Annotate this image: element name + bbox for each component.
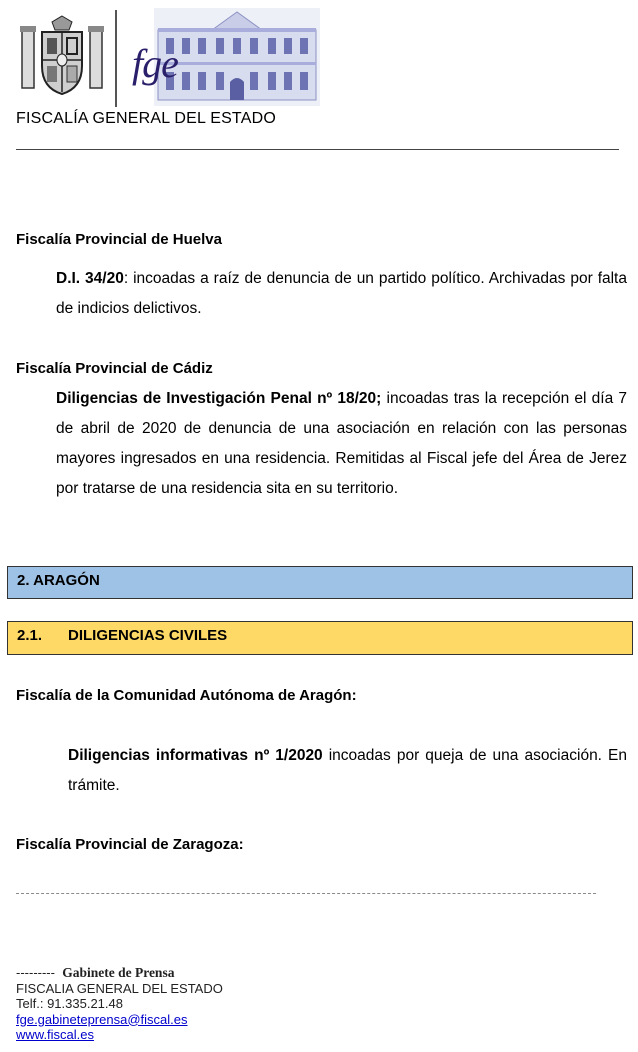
- footer-email-link[interactable]: fge.gabineteprensa@fiscal.es: [16, 1011, 188, 1027]
- heading-fiscalia-huelva: Fiscalía Provincial de Huelva: [16, 231, 222, 248]
- paragraph-huelva: [56, 264, 627, 324]
- aragon-text: incoadas por queja de una asociación. En trámite.: [68, 747, 627, 794]
- footer-gabinete-line: [16, 965, 223, 981]
- header-divider: [115, 10, 117, 107]
- paragraph-aragon: [68, 741, 627, 801]
- footer-gabinete: Gabinete de Prensa: [62, 965, 175, 980]
- dashed-separator: [16, 893, 596, 894]
- cadiz-text: incoadas tras la recepción el día 7 de abril de 2020 de denuncia de una asociación en relación con las personas mayores ingresados en una residencia. Remitidas al Fiscal jefe del Área de Jerez por tratarse de una residencia sita en su territorio.: [56, 390, 627, 497]
- heading-fiscalia-cadiz: Fiscalía Provincial de Cádiz: [16, 360, 213, 377]
- heading-fiscalia-aragon: Fiscalía de la Comunidad Autónoma de Aragón:: [16, 687, 357, 704]
- footer-org: FISCALIA GENERAL DEL ESTADO: [16, 980, 223, 996]
- subsection-number: 2.1.: [17, 627, 43, 644]
- organization-title: FISCALÍA GENERAL DEL ESTADO: [16, 110, 276, 127]
- heading-fiscalia-zaragoza: Fiscalía Provincial de Zaragoza:: [16, 836, 244, 853]
- coat-of-arms-logo: [20, 14, 104, 98]
- section-band-civiles: [7, 621, 633, 655]
- paragraph-cadiz: [56, 384, 627, 504]
- cadiz-reference: Diligencias de Investigación Penal nº 18/20;: [56, 390, 382, 407]
- section-heading-aragon: 2. ARAGÓN: [17, 572, 100, 589]
- building-facade-image: [154, 8, 320, 106]
- huelva-reference: D.I. 34/20: [56, 270, 124, 287]
- footer-phone: Telf.: 91.335.21.48: [16, 996, 123, 1011]
- footer-web-link[interactable]: www.fiscal.es: [16, 1027, 95, 1042]
- fge-logo: fge: [132, 41, 178, 86]
- huelva-text: : incoadas a raíz de denuncia de un partido político. Archivadas por falta de indicios delictivos.: [56, 270, 627, 317]
- aragon-reference: Diligencias informativas nº 1/2020: [68, 747, 323, 764]
- header-rule: [16, 149, 619, 150]
- footer: [16, 965, 223, 1043]
- subsection-heading-civiles: DILIGENCIAS CIVILES: [68, 627, 228, 644]
- section-band-aragon: [7, 566, 633, 599]
- footer-dashes: ---------: [16, 965, 55, 980]
